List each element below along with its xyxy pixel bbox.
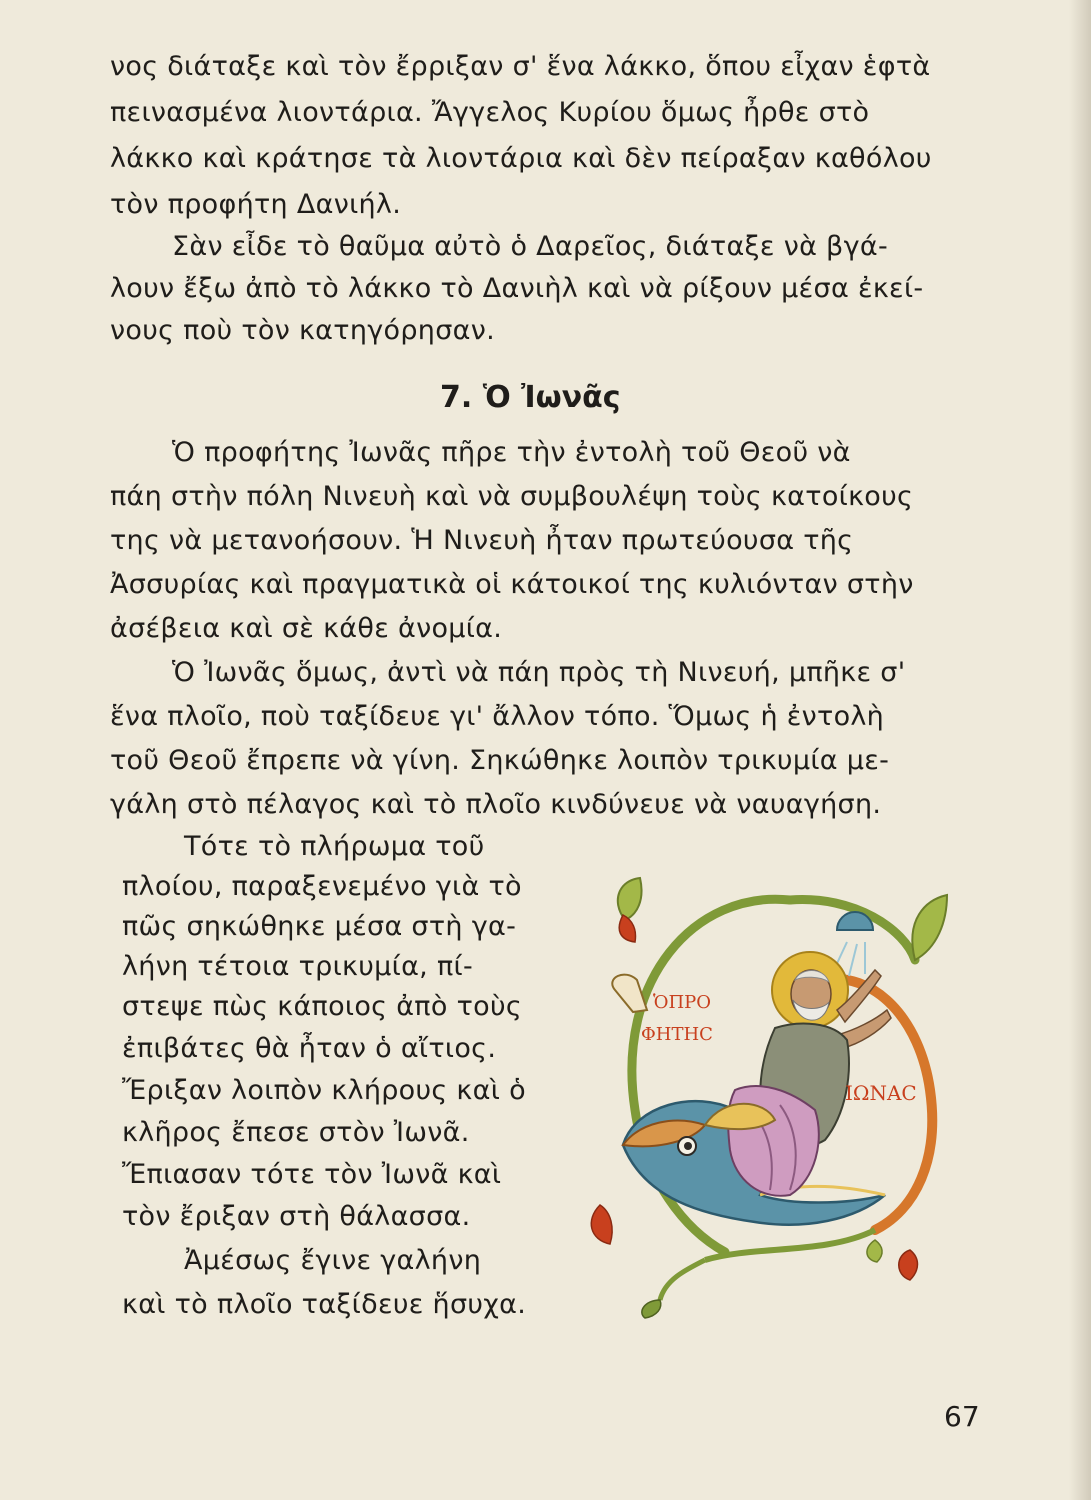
inscription-line-1: ὉΠΡΟ	[653, 992, 712, 1013]
text-line: Ἀσσυρίας καὶ πραγματικὰ οἱ κάτοικοί της κυλιόνταν στὴν	[110, 569, 914, 600]
text-line: κλῆρος ἔπεσε στὸν Ἰωνᾶ.	[122, 1117, 470, 1148]
text-line: γάλη στὸ πέλαγος καὶ τὸ πλοῖο κινδύνευε νὰ ναυαγήση.	[110, 789, 882, 820]
page-number: 67	[944, 1400, 980, 1433]
jonah-icon-illustration	[575, 860, 975, 1320]
text-line: ἀσέβεια καὶ σὲ κάθε ἀνομία.	[110, 613, 503, 644]
text-line: πῶς σηκώθηκε μέσα στὴ γα-	[122, 911, 517, 942]
text-line: Σὰν εἶδε τὸ θαῦμα αὐτὸ ὁ Δαρεῖος, διάταξε νὰ βγά-	[172, 231, 889, 262]
text-line: νος διάταξε καὶ τὸν ἔρριξαν σ' ἕνα λάκκο, ὅπου εἶχαν ἑφτὰ	[110, 51, 931, 82]
text-line: ἐπιβάτες θὰ ἦταν ὁ αἴτιος.	[122, 1033, 497, 1064]
text-line: στεψε πὼς κάποιος ἀπὸ τοὺς	[122, 991, 523, 1022]
text-line: πάη στὴν πόλη Νινευὴ καὶ νὰ συμβουλέψη τοὺς κατοίκους	[110, 481, 914, 512]
section-title: 7. Ὁ Ἰωνᾶς	[440, 380, 621, 415]
text-line: της νὰ μετανοήσουν. Ἡ Νινευὴ ἦταν πρωτεύουσα τῆς	[110, 525, 854, 556]
text-line: τὸν ἔριξαν στὴ θάλασσα.	[122, 1201, 471, 1232]
page-edge-shadow	[1069, 0, 1091, 1500]
text-line: Ἔπιασαν τότε τὸν Ἰωνᾶ καὶ	[122, 1159, 502, 1190]
text-line: Ἀμέσως ἔγινε γαλήνη	[184, 1245, 482, 1276]
text-line: πλοίου, παραξενεμένο γιὰ τὸ	[122, 871, 522, 902]
text-line: λάκκο καὶ κράτησε τὰ λιοντάρια καὶ δὲν πείραξαν καθόλου	[110, 143, 932, 174]
text-line: λήνη τέτοια τρικυμία, πί-	[122, 951, 473, 982]
text-line: Τότε τὸ πλήρωμα τοῦ	[184, 831, 485, 862]
text-line: τὸν προφήτη Δανιήλ.	[110, 189, 402, 220]
text-line: Ἔριξαν λοιπὸν κλήρους καὶ ὁ	[122, 1075, 526, 1106]
text-line: καὶ τὸ πλοῖο ταξίδευε ἥσυχα.	[122, 1289, 527, 1320]
text-line: τοῦ Θεοῦ ἔπρεπε νὰ γίνη. Σηκώθηκε λοιπὸν τρικυμία με-	[110, 745, 890, 776]
text-line: νους ποὺ τὸν κατηγόρησαν.	[110, 315, 495, 346]
text-line: πεινασμένα λιοντάρια. Ἄγγελος Κυρίου ὅμως ἦρθε στὸ	[110, 97, 870, 128]
inscription-name: ΙΩΝΑϹ	[845, 1081, 917, 1105]
text-line: ἕνα πλοῖο, ποὺ ταξίδευε γι' ἄλλον τόπο. Ὅμως ἡ ἐντολὴ	[110, 701, 885, 732]
text-line: λουν ἔξω ἀπὸ τὸ λάκκο τὸ Δανιὴλ καὶ νὰ ρίξουν μέσα ἐκεί-	[110, 273, 924, 304]
inscription-line-2: ΦΗΤΗϹ	[641, 1024, 713, 1045]
text-line: Ὁ προφήτης Ἰωνᾶς πῆρε τὴν ἐντολὴ τοῦ Θεοῦ νὰ	[172, 437, 851, 468]
text-line: Ὁ Ἰωνᾶς ὅμως, ἀντὶ νὰ πάη πρὸς τὴ Νινευή, μπῆκε σ'	[172, 657, 906, 688]
